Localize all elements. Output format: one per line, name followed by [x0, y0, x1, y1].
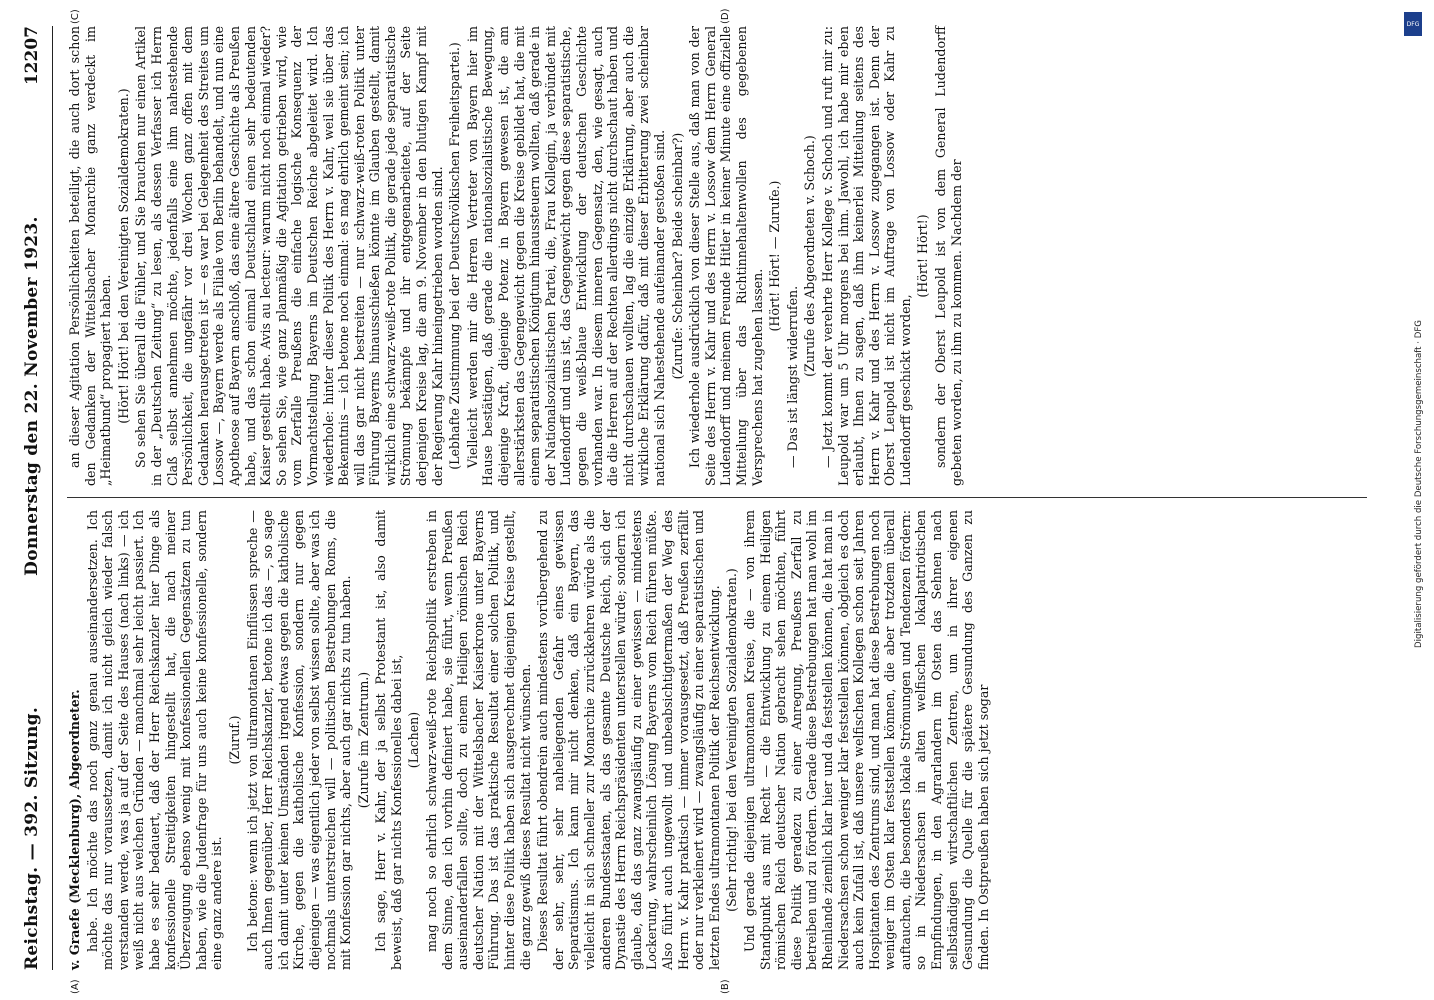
paragraph: — Das ist längst widerrufen. [784, 285, 800, 468]
interjection: (Zurufe: Scheinbar? Beide scheinbar?) [669, 132, 685, 380]
interjection: (Zuruf.) [226, 715, 242, 765]
paragraph: an dieser Agitation Persönlichkeiten beteiligt, die auch dort schon den Gedanken der Wittelsbacher Monarchie ganz verdeckt im „Heimatbund“ propagiert haben. [67, 26, 114, 486]
paragraph: Und gerade diejenigen ultramontanen Kreise, die — von ihrem Standpunkt aus mit Recht — die Entwicklung zu einem Heiligen römischen Reich deutscher Nation gebracht sehen möchten, führt diese Politik geradezu zu einer Anregung, Preußens Zerfall zu betreiben und zu fördern. Gerade diese Bestrebungen hat man wohl im Rheinlande ziemlich klar hier und da feststellen können, die hat man in Niedersachsen schon weniger klar feststellen können, obgleich es doch auch kein Zufall ist, daß unsere welfischen Kollegen schon seit Jahren Hospitanten des Zentrums sind, und man hat diese Bestrebungen noch weniger im Osten klar feststellen können, die aber trotzdem überall auftauchen, die besonders lokale Strömungen und Tendenzen fördern: so in Niedersachsen in alten welfischen lokalpatriotischen Empfindungen, in den Agrarlandern im Osten das Sehnen nach selbständigen wirtschaftlichen Zentren, um in ihrer eigenen Gesundung die Quelle für die spätere Gesundung des Ganzen zu finden. In Ostpreußen haben sich jetzt sogar [741, 510, 991, 970]
paragraph: habe. Ich möchte das noch ganz genau auseinandersetzen. Ich möchte das nur voraussetzen, damit ich nicht gleich wieder falsch verstanden werde, was ja auf der Seite des Hauses (nach links) — ich weiß nicht aus welchen Gründen — manchmal sehr leicht passiert. Ich habe es sehr bedauert, daß der Herr Reichskanzler hier Dinge als konfessionelle Streitigkeiten hingestellt hat, die nach meiner Überzeugung ebenso wenig mit konfessionellen Gegensätzen zu tun haben, wie die Judenfrage für uns auch keine konfessionelle, sondern eine ganz andere ist. [84, 510, 225, 970]
text-columns [67, 26, 1367, 970]
interjection: (Zurufe im Zentrum.) [355, 671, 371, 809]
interjection: (Sehr richtig! bei den Vereinigten Sozialdemokraten.) [724, 568, 740, 912]
margin-marker-a: (A) [70, 979, 81, 994]
column-divider [67, 497, 1367, 498]
paragraph: mag noch so ehrlich schwarz-weiß-rote Reichspolitik erstreben in dem Sinne, den ich vorhin definiert habe, sie führt, wenn Preußen auseinanderfallen sollte, doch zu einem Heiligen römischen Reich deutscher Nation mit der Wittelsbacher Kaiserkrone unter Bayerns Führung. Das ist das praktische Resultat einer solchen Politik, und hinter diese Politik haben sich ausgerechnet diejenigen Kreise gestellt, die ganz gewiß dieses Resultat nicht wünschen. [424, 510, 533, 970]
paragraph: So sehen Sie überall die Fühler, und Sie brauchen nur einen Artikel in der „Deutschen Zeitung“ zu lesen, als dessen Verfasser ich Herrn Claß selbst annehmen möchte, jedenfalls eine ihm nahestehende Persönlichkeit, die ungefähr vor drei Wochen ganz offen mit dem Gedanken herausgetreten ist — es war bei Gelegenheit des Streites um Lossow —, Bayern werde als Filiale von Berlin behandelt, und nun eine Apotheose auf Bayern anschloß, das eine ältere Geschichte als Preußen habe, und das schon einmal Deutschland einen sehr bedeutenden Kaiser gestellt habe. Avis au lecteur: warum nicht noch einmal wieder? So sehen Sie, wie ganz planmäßig die Agitation getrieben wird, wie vom Zerfalle Preußens die einfache logische Konsequenz der Vormachtstellung Bayerns im Deutschen Reiche abgeleitet wird. Ich wiederhole: hinter dieser Politik des Herrn v. Kahr, weil sie über das Bekenntnis — ich betone noch einmal: es mag ehrlich gemeint sein; ich will das gar nicht bestreiten — nur schwarz-weiß-roten Politik unter Führung Bayerns hinausschießen könnte im Glauben gestellt, damit wirklich eine schwarz-weiß-rote Politik, die gerade jede separatistische Strömung bekämpfe und ihr entgegenarbeitete, auf der Seite derjenigen Kreise lag, die am 9. November in den blutigen Kampf mit der Regierung Kahr hineingetrieben worden sind. [133, 26, 445, 486]
margin-marker-d: (D) [720, 8, 731, 24]
paragraph: sondern der Oberst Leupold ist von dem General Ludendorff gebeten worden, zu ihm zu kommen. Nachdem der [933, 26, 964, 486]
page-number: 12207 [22, 26, 42, 86]
interjection: (Hört! Hört!) [915, 214, 931, 298]
margin-marker-c: (C) [70, 9, 81, 24]
paragraph: Ich wiederhole ausdrücklich von dieser Stelle aus, daß man von der Seite des Herrn v. Kahr und des Herrn v. Lossow dem Herrn General Ludendorff und meinem Freunde Hitler in keiner Minute eine offizielle Mitteilung über das Richtinnehaltenwollen des gegebenen Versprechens hat zugehen lassen. [687, 26, 765, 486]
paragraph: Dieses Resultat führt obendrein auch mindestens vorübergehend zu der sehr, sehr, sehr naheliegenden Gefahr eines gewissen Separatismus. Ich kann mir nicht denken, daß ein Bayern, das vielleicht in sich schneller zur Monarchie zurückkehren würde als die anderen Bundesstaaten, als das gesamte Deutsche Reich, sich der Dynastie des Herrn Reichspräsidenten unterstellen würde; sondern ich glaube, daß das ganz zwangsläufig zu einer gewissen — mindestens Lockerung, wahrscheinlich Lösung Bayerns vom Reich führen müßte. Also führt auch ungewollt und unbeabsichtigtermaßen der Weg des Herrn v. Kahr praktisch — immer vorausgesetzt, daß Preußen zerfällt oder nur verkleinert wird — zwangsläufig zu einer separatistischen und letzten Endes ultramontanen Politik der Reichsentwicklung. [535, 510, 722, 970]
page-header [22, 26, 53, 970]
dfg-logo: DFG [1404, 12, 1422, 36]
margin-marker-b: (B) [720, 979, 731, 994]
speaker-line: v. Graefe (Mecklenburg), Abgeordneter. [67, 689, 82, 970]
funding-stamp [1402, 8, 1426, 648]
interjection: (Lachen) [406, 711, 422, 769]
right-column [67, 26, 1367, 486]
paragraph: Vielleicht werden mir die Herren Vertreter von Bayern hier im Hause bestätigen, daß gerade die nationalsozialistische Bewegung, diejenige Kraft, diejenige Potenz in Bayern gewesen ist, die am allerstärksten das Gegengewicht gegen die Kreise gebildet hat, die mit einem separatistischen Königtum hinaussteuern wollten, daß gerade in der Nationalsozialistischen Partei, die, Frau Kollegin, ja verbündet mit Ludendorff und uns ist, das Gegengewicht gegen diese separatistische, gegen die weiß-blaue Entwicklung der deutschen Geschichte vorhanden war. In diesem inneren Gegensatz, den, wie gesagt, auch die die Herren auf der Rechten allerdings nicht durchschaut haben und nicht durchschauen wollten, lag die einzige Erklärung, aber auch die wirkliche Erklärung dafür, daß mit dieser Erbitterung zwei scheinbar national sich Nahestehende aufeinander gestoßen sind. [464, 26, 667, 486]
paragraph: — Jetzt kommt der verehrte Herr Kollege v. Schoch und ruft mir zu: Leupold war um 5 Uhr morgens bei ihm. Jawohl, ich habe mir eben erlaubt, Ihnen zu sagen, daß ihm keinerlei Mitteilung seitens des Herrn v. Kahr und des Herrn v. Lossow zugegangen ist. Denn der Oberst Leupold ist nicht im Auftrage von Lossow oder Kahr zu Ludendorff geschickt worden, [819, 26, 913, 486]
left-column [67, 510, 1367, 970]
interjection: (Hört! Hört! bei den Vereinigten Sozialdemokraten.) [115, 88, 131, 424]
header-date: Donnerstag den 22. November 1923. [22, 216, 42, 576]
interjection: (Hört! Hört! — Zurufe.) [767, 180, 783, 332]
header-left: Reichstag. — 392. Sitzung. [22, 706, 42, 970]
interjection: (Lebhafte Zustimmung bei der Deutschvölkischen Freiheitspartei.) [447, 42, 463, 470]
interjection: (Zurufe des Abgeordneten v. Schoch.) [802, 135, 818, 377]
paragraph: Ich sage, Herr v. Kahr, der ja selbst Protestant ist, also damit beweist, daß gar nichts Konfessionelles dabei ist, [373, 510, 404, 970]
funding-stamp-text: Digitalisierung gefördert durch die Deutsche Forschungsgemeinschaft · DFG [1414, 320, 1424, 648]
paragraph: Ich betone: wenn ich jetzt von ultramontanen Einflüssen spreche — auch Ihnen gegenüber, Herr Reichskanzler, betone ich das —, so sage ich damit unter keinen Umständen irgend etwas gegen die katholische Kirche, gegen die katholische Konfession, sondern nur gegen diejenigen — was eigentlich jeder von selbst wissen sollte, aber was ich nochmals unterstreichen will — politischen Bestrebungen Roms, die mit Konfession gar nichts, aber auch gar nichts zu tun haben. [244, 510, 354, 970]
